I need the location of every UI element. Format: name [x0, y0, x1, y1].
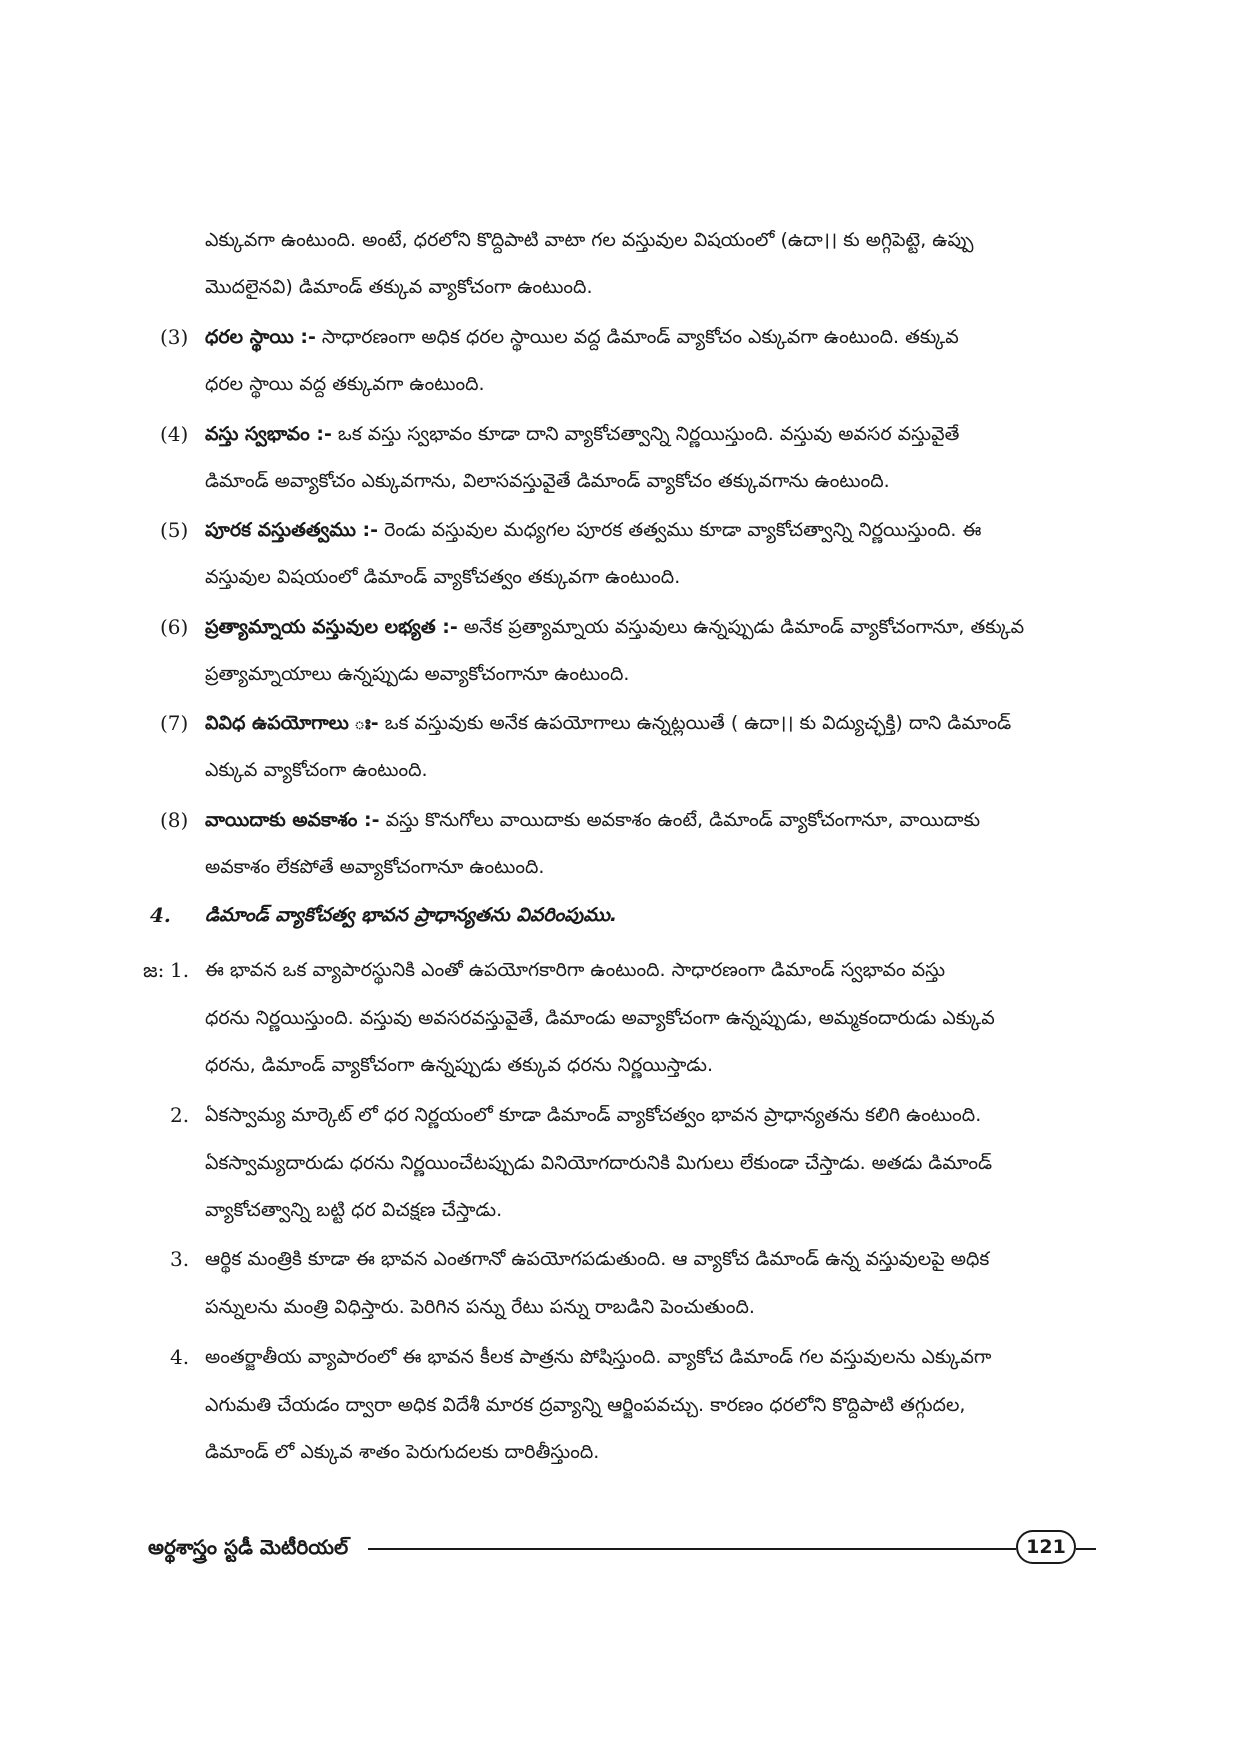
answer-prefix: జ:: [143, 958, 165, 982]
factor-line: [205, 322, 959, 352]
factor-line: డిమాండ్ అవ్యాకోచం ఎక్కువగాను, విలాసవస్తువైతే డిమాండ్ వ్యాకోచం తక్కువగాను ఉంటుంది.: [205, 470, 890, 492]
factor-line: అవకాశం లేకపోతే అవ్యాకోచంగానూ ఉంటుంది.: [205, 856, 545, 878]
factor-text: వస్తు కొనుగోలు వాయిదాకు అవకాశం ఉంటే, డిమాండ్ వ్యాకోచంగానూ, వాయిదాకు: [379, 809, 981, 831]
factor-number: (8): [160, 808, 189, 832]
footer-title: అర్థశాస్త్రం స్టడీ మెటీరియల్: [148, 1535, 349, 1559]
answer-line: ఆర్థిక మంత్రికి కూడా ఈ భావన ఎంతగానో ఉపయోగపడుతుంది. ఆ వ్యాకోచ డిమాండ్ ఉన్న వస్తువులపై అధిక: [205, 1248, 990, 1270]
answer-line: ఏకస్వామ్య మార్కెట్ లో ధర నిర్ణయంలో కూడా డిమాండ్ వ్యాకోచత్వం భావన ప్రాధాన్యతను కలిగి ఉంటుంది.: [205, 1104, 982, 1126]
footer-rule-end: [1076, 1548, 1096, 1550]
factor-term: ధరల స్థాయి :-: [205, 326, 316, 348]
factor-line: [205, 708, 1011, 738]
factor-term: పూరక వస్తుతత్వము :-: [205, 519, 379, 541]
factor-line: [205, 805, 980, 835]
answer-line: ధరను నిర్ణయిస్తుంది. వస్తువు అవసరవస్తువైతే, డిమాండు అవ్యాకోచంగా ఉన్నప్పుడు, అమ్మకందారుడు ఎక్కువ: [205, 1007, 995, 1029]
answer-line: ఈ భావన ఒక వ్యాపారస్థునికి ఎంతో ఉపయోగకారిగా ఉంటుంది. సాధారణంగా డిమాండ్ స్వభావం వస్తు: [205, 959, 946, 981]
answer-line: ధరను, డిమాండ్ వ్యాకోచంగా ఉన్నప్పుడు తక్కువ ధరను నిర్ణయిస్తాడు.: [205, 1054, 713, 1076]
answer-line: అంతర్జాతీయ వ్యాపారంలో ఈ భావన కీలక పాత్రను పోషిస్తుంది. వ్యాకోచ డిమాండ్ గల వస్తువులను ఎక్కువగా: [205, 1346, 992, 1368]
factor-line: వస్తువుల విషయంలో డిమాండ్ వ్యాకోచత్వం తక్కువగా ఉంటుంది.: [205, 566, 681, 588]
factor-text: ఒక వస్తు స్వభావం కూడా దాని వ్యాకోచత్వాన్ని నిర్ణయిస్తుంది. వస్తువు అవసర వస్తువైతే: [331, 423, 960, 445]
footer-rule: [368, 1548, 1016, 1550]
page-number: 121: [1016, 1530, 1076, 1564]
answer-point-number: 3.: [170, 1247, 190, 1271]
answer-line: ఏకస్వామ్యదారుడు ధరను నిర్ణయించేటప్పుడు వినియోగదారునికి మిగులు లేకుండా చేస్తాడు. అతడు డిమాండ్: [205, 1152, 993, 1174]
factor-line: ఎక్కువ వ్యాకోచంగా ఉంటుంది.: [205, 759, 428, 781]
factor-term: ప్రత్యామ్నాయ వస్తువుల లభ్యత :-: [205, 616, 458, 638]
factor-number: (7): [160, 711, 189, 735]
factor-text: సాధారణంగా అధిక ధరల స్థాయిల వద్ద డిమాండ్ వ్యాకోచం ఎక్కువగా ఉంటుంది. తక్కువ: [315, 326, 959, 348]
factor-line: ధరల స్థాయి వద్ద తక్కువగా ఉంటుంది.: [205, 373, 485, 395]
answer-line: డిమాండ్ లో ఎక్కువ శాతం పెరుగుదలకు దారితీస్తుంది.: [205, 1441, 600, 1463]
factor-text: ఒక వస్తువుకు అనేక ఉపయోగాలు ఉన్నట్లయితే ( ఉదా।। కు విద్యుచ్ఛక్తి) దాని డిమాండ్: [378, 712, 1012, 734]
answer-line: పన్నులను మంత్రి విధిస్తారు. పెరిగిన పన్ను రేటు పన్ను రాబడిని పెంచుతుంది.: [205, 1296, 755, 1318]
factor-term: వివిధ ఉపయోగాలు ః-: [205, 712, 379, 734]
factor-number: (5): [160, 518, 189, 542]
answer-point-number: 2.: [170, 1103, 190, 1127]
factor-line: ప్రత్యామ్నాయాలు ఉన్నప్పుడు అవ్యాకోచంగానూ ఉంటుంది.: [205, 663, 630, 685]
answer-line: వ్యాకోచత్వాన్ని బట్టి ధర విచక్షణ చేస్తాడు.: [205, 1199, 503, 1221]
factor-text: రెండు వస్తువుల మధ్యగల పూరక తత్వము కూడా వ్యాకోచత్వాన్ని నిర్ణయిస్తుంది. ఈ: [378, 519, 982, 541]
question-number: 4.: [150, 903, 171, 927]
factor-line: [205, 515, 981, 545]
factor-text: అనేక ప్రత్యామ్నాయ వస్తువులు ఉన్నప్పుడు డిమాండ్ వ్యాకోచంగానూ, తక్కువ: [457, 616, 1025, 638]
factor-line: [205, 612, 1024, 642]
factor-line: [205, 419, 959, 449]
intro-line: మొదలైనవి) డిమాండ్ తక్కువ వ్యాకోచంగా ఉంటుంది.: [205, 276, 593, 298]
answer-point-number: 1.: [170, 958, 190, 982]
factor-term: వస్తు స్వభావం :-: [205, 423, 332, 445]
question-text: డిమాండ్ వ్యాకోచత్వ భావన ప్రాధాన్యతను వివరింపుము.: [205, 904, 618, 926]
factor-number: (6): [160, 615, 189, 639]
factor-number: (3): [160, 325, 189, 349]
answer-point-number: 4.: [170, 1345, 190, 1369]
intro-line: ఎక్కువగా ఉంటుంది. అంటే, ధరలోని కొద్దిపాటి వాటా గల వస్తువుల విషయంలో (ఉదా।। కు అగ్గిపెట్టె, ఉప్పు: [205, 229, 974, 251]
answer-line: ఎగుమతి చేయడం ద్వారా అధిక విదేశీ మారక ద్రవ్యాన్ని ఆర్జింపవచ్చు. కారణం ధరలోని కొద్దిపాటి తగ్గుదల,: [205, 1394, 966, 1416]
factor-term: వాయిదాకు అవకాశం :-: [205, 809, 380, 831]
factor-number: (4): [160, 422, 189, 446]
